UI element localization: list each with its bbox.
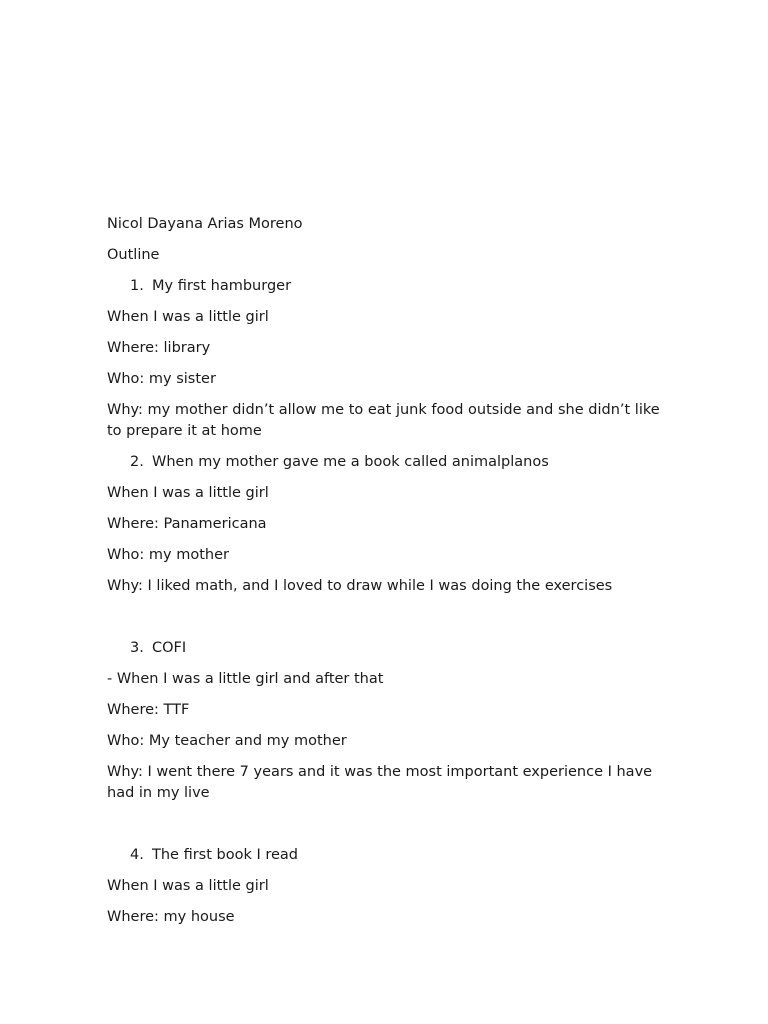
when-line: When I was a little girl: [107, 878, 269, 894]
who-line: Who: my mother: [107, 547, 229, 563]
list-number: 3.: [130, 640, 144, 656]
where-line: Where: Panamericana: [107, 516, 267, 532]
list-item-2: [107, 452, 667, 473]
list-title: The first book I read: [152, 847, 299, 863]
where-line: Where: TTF: [107, 702, 190, 718]
list-number: 2.: [130, 454, 144, 470]
when-line: When I was a little girl: [107, 309, 269, 325]
list-title: When my mother gave me a book called animalplanos: [152, 454, 549, 470]
when-line: When I was a little girl: [107, 485, 269, 501]
list-item-4: [107, 845, 667, 866]
list-number: 4.: [130, 847, 144, 863]
author-name: Nicol Dayana Arias Moreno: [107, 216, 303, 232]
why-line: Why: I liked math, and I loved to draw while I was doing the exercises: [107, 578, 613, 594]
where-line: Where: my house: [107, 909, 235, 925]
list-title: My first hamburger: [152, 278, 292, 294]
document-page: [107, 214, 667, 938]
who-line: Who: My teacher and my mother: [107, 733, 347, 749]
list-title: COFI: [152, 640, 187, 656]
document-heading: Outline: [107, 247, 160, 263]
who-line: Who: my sister: [107, 371, 216, 387]
when-line: - When I was a little girl and after that: [107, 671, 384, 687]
list-number: 1.: [130, 278, 144, 294]
blank-line: [107, 814, 667, 835]
list-item-3: [107, 638, 667, 659]
why-line: Why: I went there 7 years and it was the most important experience I have had in my live: [107, 764, 653, 801]
blank-line: [107, 607, 667, 628]
why-line: Why: my mother didn’t allow me to eat junk food outside and she didn’t like to prepare it at home: [107, 402, 660, 439]
list-item-1: [107, 276, 667, 297]
where-line: Where: library: [107, 340, 211, 356]
